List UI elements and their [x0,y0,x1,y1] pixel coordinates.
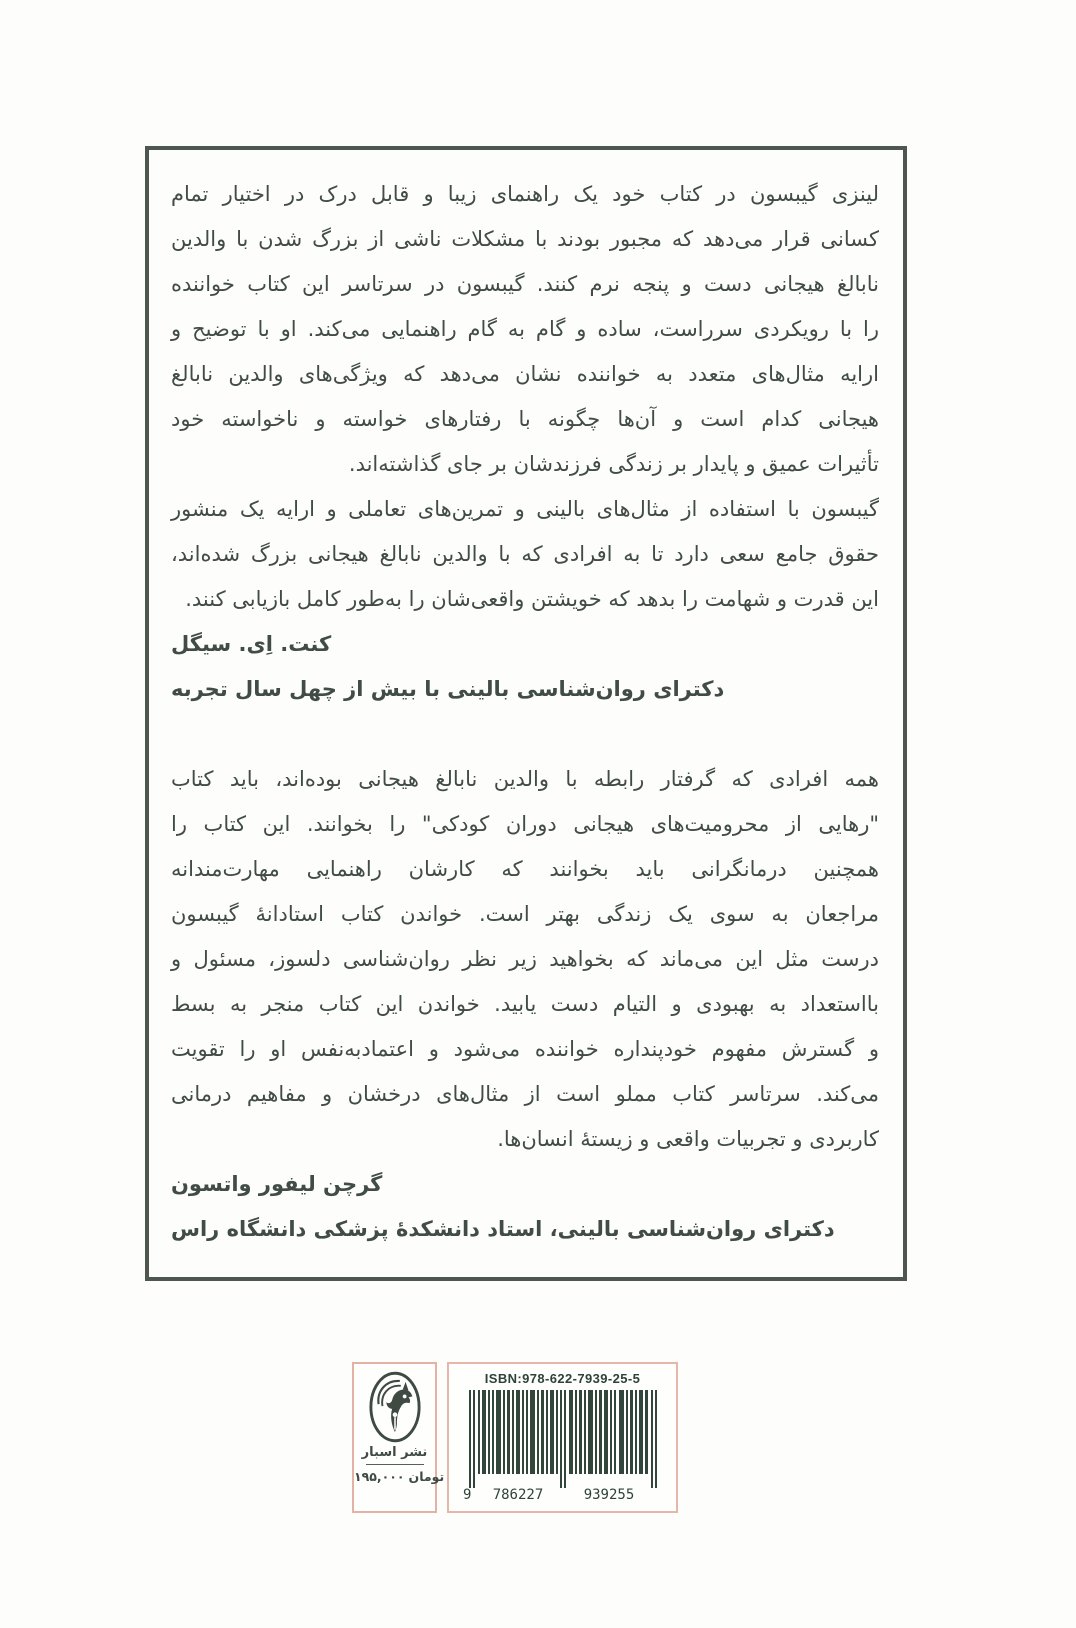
reviewer-signature [171,622,879,712]
reviewer-name: گرچن لیفور واتسون [171,1172,383,1196]
reviewer-credentials: دکترای روان‌شناسی بالینی، استاد دانشکدهٔ پزشکی دانشگاه راس [171,1217,835,1241]
review-line: و گسترش مفهوم خودپنداره خواننده می‌شود و اعتمادبه‌نفس او را تقویت [171,1037,879,1061]
isbn-barcode-box [447,1362,678,1513]
review-blocks [171,172,879,1252]
review-line: "رهایی از محرومیت‌های هیجانی دوران کودکی" را بخوانند. این کتاب را [171,812,879,836]
publisher-name: نشر اسبار [361,1445,428,1460]
review-line: مراجعان به سوی یک زندگی بهتر است. خواندن کتاب استادانهٔ گیبسون [171,902,879,926]
review-line: نابالغ هیجانی دست و پنجه نرم کنند. گیبسون در سرتاسر این کتاب خواننده [171,272,879,296]
review-line: کسانی قرار می‌دهد که مجبور بودند با مشکلات ناشی از بزرگ شدن با والدین [171,227,879,251]
review-line: همه افرادی که گرفتار رابطه با والدین نابالغ هیجانی بوده‌اند، باید کتاب [171,767,879,791]
review-line: درست مثل این می‌ماند که بخواهید زیر نظر روان‌شناسی دلسوز، مسئول و [171,947,879,971]
publisher-divider [366,1464,424,1465]
ean-right-digits: 939255 [583,1487,634,1502]
review-line: لینزی گیبسون در کتاب خود یک راهنمای زیبا و قابل درک در اختیار تمام [171,182,879,206]
price-amount: ۱۹۵,۰۰۰ [354,1469,405,1484]
review-line: تأثیرات عمیق و پایدار بر زندگی فرزندشان بر جای گذاشته‌اند. [348,452,879,476]
ean-left-digits: 786227 [492,1487,543,1502]
review-line: را با رویکردی سرراست، ساده و گام به گام راهنمایی می‌کند. او با توضیح و [171,317,879,341]
price-label [354,1469,445,1484]
review-paragraph [171,487,879,622]
price-unit: تومان [408,1469,445,1484]
reviewer-name: کنت. اِی. سیگل [171,632,332,656]
review-line: کاربردی و تجربیات واقعی و زیستهٔ انسان‌ها. [497,1127,879,1151]
isbn-label: ISBN:978-622-7939-25-5 [484,1371,641,1386]
review-line: همچنین درمانگرانی باید بخوانند که کارشان راهنمایی مهارت‌مندانه [171,857,879,881]
paragraph-spacer [171,712,879,757]
review-line: حقوق جامع سعی دارد تا به افرادی که با والدین نابالغ هیجانی بزرگ شده‌اند، [171,542,879,566]
review-line: این قدرت و شهامت را بدهد که خویشتن واقعی‌شان را به‌طور کامل بازیابی کنند. [185,587,879,611]
review-line: گیبسون با استفاده از مثال‌های بالینی و تمرین‌های تعاملی و ارایه یک منشور [171,497,879,521]
ean-barcode-icon [463,1388,663,1502]
review-text-panel [145,146,907,1281]
review-line: هیجانی کدام است و آن‌ها چگونه با رفتارهای خواسته و ناخواسته خود [171,407,879,431]
review-paragraph [171,757,879,1162]
reviewer-credentials: دکترای روان‌شناسی بالینی با بیش از چهل سال تجربه [171,677,725,701]
review-line: ارایه مثال‌های متعدد به خواننده نشان می‌دهد که ویژگی‌های والدین نابالغ [171,362,879,386]
review-line: بااستعداد به بهبودی و التیام دست یابید. خواندن این کتاب منجر به بسط [171,992,879,1016]
review-line: می‌کند. سرتاسر کتاب مملو است از مثال‌های درخشان و مفاهیم درمانی [171,1082,879,1106]
review-paragraph [171,172,879,487]
reviewer-signature [171,1162,879,1252]
publisher-logo-box [352,1362,445,1513]
ean-prefix-digit: 9 [462,1487,471,1502]
publisher-horse-pen-icon [368,1369,422,1445]
